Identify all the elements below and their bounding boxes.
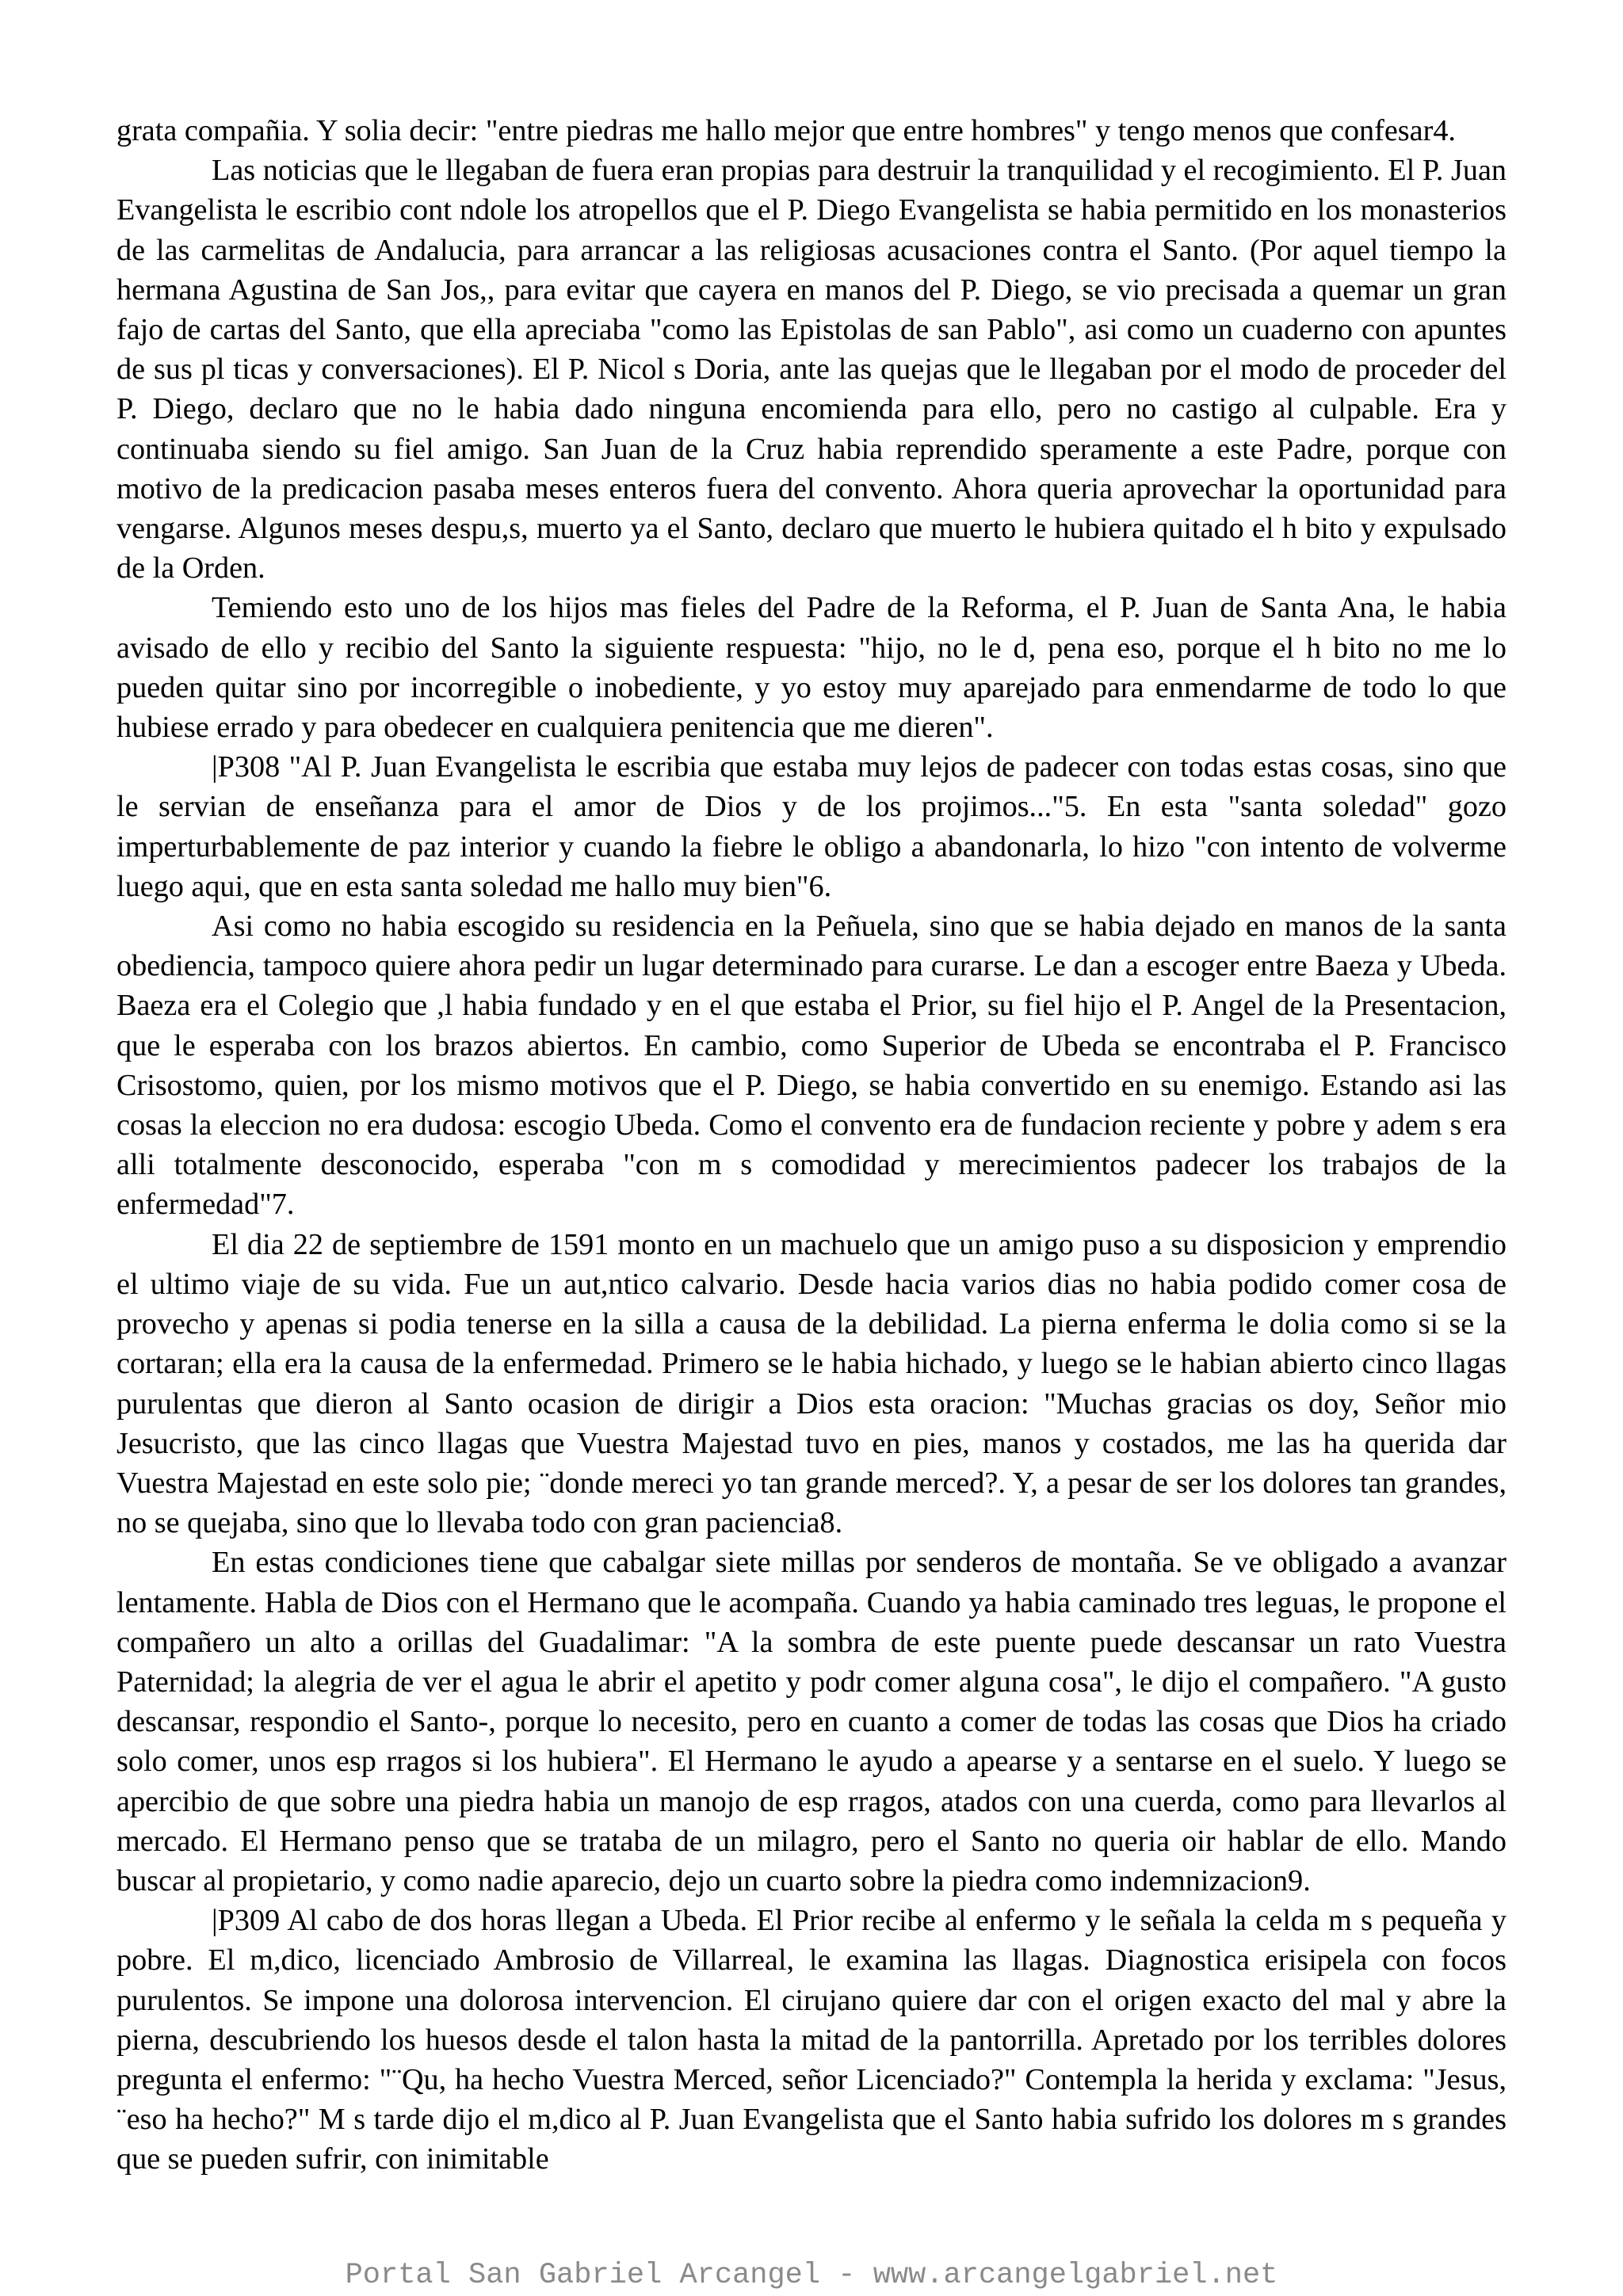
paragraph-2: Las noticias que le llegaban de fuera eran propias para destruir la tranquilidad y el recogimiento. El P. Juan Evangelista le escribio cont ndole los atropellos que el P. Diego Evangelista se habia permitido en los monasterios de las carmelitas de Andalucia, para arrancar a las religiosas acusaciones contra el Santo. (Por aquel tiempo la hermana Agustina de San Jos,, para evitar que cayera en manos del P. Diego, se vio precisada a quemar un gran fajo de cartas del Santo, que ella apreciaba "como las Epistolas de san Pablo", asi como un cuaderno con apuntes de sus pl ticas y conversaciones). El P. Nicol s Doria, ante las quejas que le llegaban por el modo de proceder del P. Diego, declaro que no le habia dado ninguna encomienda para ello, pero no castigo al culpable. Era y continuaba siendo su fiel amigo. San Juan de la Cruz habia reprendido speramente a este Padre, porque con motivo de la predicacion pasaba meses enteros fuera del convento. Ahora queria aprovechar la oportunidad para vengarse. Algunos meses despu,s, muerto ya el Santo, declaro que muerto le hubiera quitado el h bito y expulsado de la Orden. bbox=[116, 154, 1507, 585]
paragraph-1: grata compañia. Y solia decir: "entre piedras me hallo mejor que entre hombres" y tengo menos que confesar4. bbox=[116, 114, 1456, 147]
paragraph-6: El dia 22 de septiembre de 1591 monto en un machuelo que un amigo puso a su disposicion y emprendio el ultimo viaje de su vida. Fue un aut,ntico calvario. Desde hacia varios dias no habia podido comer cosa de provecho y apenas si podia tenerse en la silla a causa de la debilidad. La pierna enferma le dolia como si se la cortaran; ella era la causa de la enfermedad. Primero se le habia hichado, y luego se le habian abierto cinco llagas purulentas que dieron al Santo ocasion de dirigir a Dios esta oracion: "Muchas gracias os doy, Señor mio Jesucristo, que las cinco llagas que Vuestra Majestad tuvo en pies, manos y costados, me las ha querida dar Vuestra Majestad en este solo pie; ¨donde mereci yo tan grande merced?. Y, a pesar de ser los dolores tan grandes, no se quejaba, sino que lo llevaba todo con gran paciencia8. bbox=[116, 1227, 1507, 1540]
paragraph-8: |P309 Al cabo de dos horas llegan a Ubeda. El Prior recibe al enfermo y le señala la celda m s pequeña y pobre. El m,dico, licenciado Ambrosio de Villarreal, le examina las llagas. Diagnostica erisipela con focos purulentos. Se impone una dolorosa intervencion. El cirujano quiere dar con el origen exacto del mal y abre la pierna, descubriendo los huesos desde el talon hasta la mitad de la pantorrilla. Apretado por los terribles dolores pregunta el enfermo: "¨Qu, ha hecho Vuestra Merced, señor Licenciado?" Contempla la herida y exclama: "Jesus, ¨eso ha hecho?" M s tarde dijo el m,dico al P. Juan Evangelista que el Santo habia sufrido los dolores m s grandes que se pueden sufrir, con inimitable bbox=[116, 1904, 1507, 2176]
paragraph-4: |P308 "Al P. Juan Evangelista le escribia que estaba muy lejos de padecer con todas estas cosas, sino que le servian de enseñanza para el amor de Dios y de los projimos..."5. En esta "santa soledad" gozo imperturbablemente de paz interior y cuando la fiebre le obligo a abandonarla, lo hizo "con intento de volverme luego aqui, que en esta santa soledad me hallo muy bien"6. bbox=[116, 750, 1507, 903]
paragraph-3: Temiendo esto uno de los hijos mas fieles del Padre de la Reforma, el P. Juan de Santa Ana, le habia avisado de ello y recibio del Santo la siguiente respuesta: "hijo, no le d, pena eso, porque el h bito no me lo pueden quitar sino por incorregible o inobediente, y yo estoy muy aparejado para enmendarme de todo lo que hubiese errado y para obedecer en cualquiera penitencia que me dieren". bbox=[116, 591, 1507, 745]
paragraph-5: Asi como no habia escogido su residencia en la Peñuela, sino que se habia dejado en manos de la santa obediencia, tampoco quiere ahora pedir un lugar determinado para curarse. Le dan a escoger entre Baeza y Ubeda. Baeza era el Colegio que ,l habia fundado y en el que estaba el Prior, su fiel hijo el P. Angel de la Presentacion, que le esperaba con los brazos abiertos. En cambio, como Superior de Ubeda se encontraba el P. Francisco Crisostomo, quien, por los mismo motivos que el P. Diego, se habia convertido en su enemigo. Estando asi las cosas la eleccion no era dudosa: escogio Ubeda. Como el convento era de fundacion reciente y pobre y adem s era alli totalmente desconocido, esperaba "con m s comodidad y merecimientos padecer los trabajos de la enfermedad"7. bbox=[116, 910, 1507, 1222]
page-footer: Portal San Gabriel Arcangel - www.arcangelgabriel.net bbox=[345, 2259, 1278, 2292]
document-body bbox=[116, 111, 1507, 2180]
paragraph-7: En estas condiciones tiene que cabalgar siete millas por senderos de montaña. Se ve obligado a avanzar lentamente. Habla de Dios con el Hermano que le acompaña. Cuando ya habia caminado tres leguas, le propone el compañero un alto a orillas del Guadalimar: "A la sombra de este puente puede descansar un rato Vuestra Paternidad; la alegria de ver el agua le abrir el apetito y podr comer alguna cosa", le dijo el compañero. "A gusto descansar, respondio el Santo-, porque lo necesito, pero en cuanto a comer de todas las cosas que Dios ha criado solo comer, unos esp rragos si los hubiera". El Hermano le ayudo a apearse y a sentarse en el suelo. Y luego se apercibio de que sobre una piedra habia un manojo de esp rragos, atados con una cuerda, como para llevarlos al mercado. El Hermano penso que se trataba de un milagro, pero el Santo no queria oir hablar de ello. Mando buscar al propietario, y como nadie aparecio, dejo un cuarto sobre la piedra como indemnizacion9. bbox=[116, 1546, 1507, 1897]
